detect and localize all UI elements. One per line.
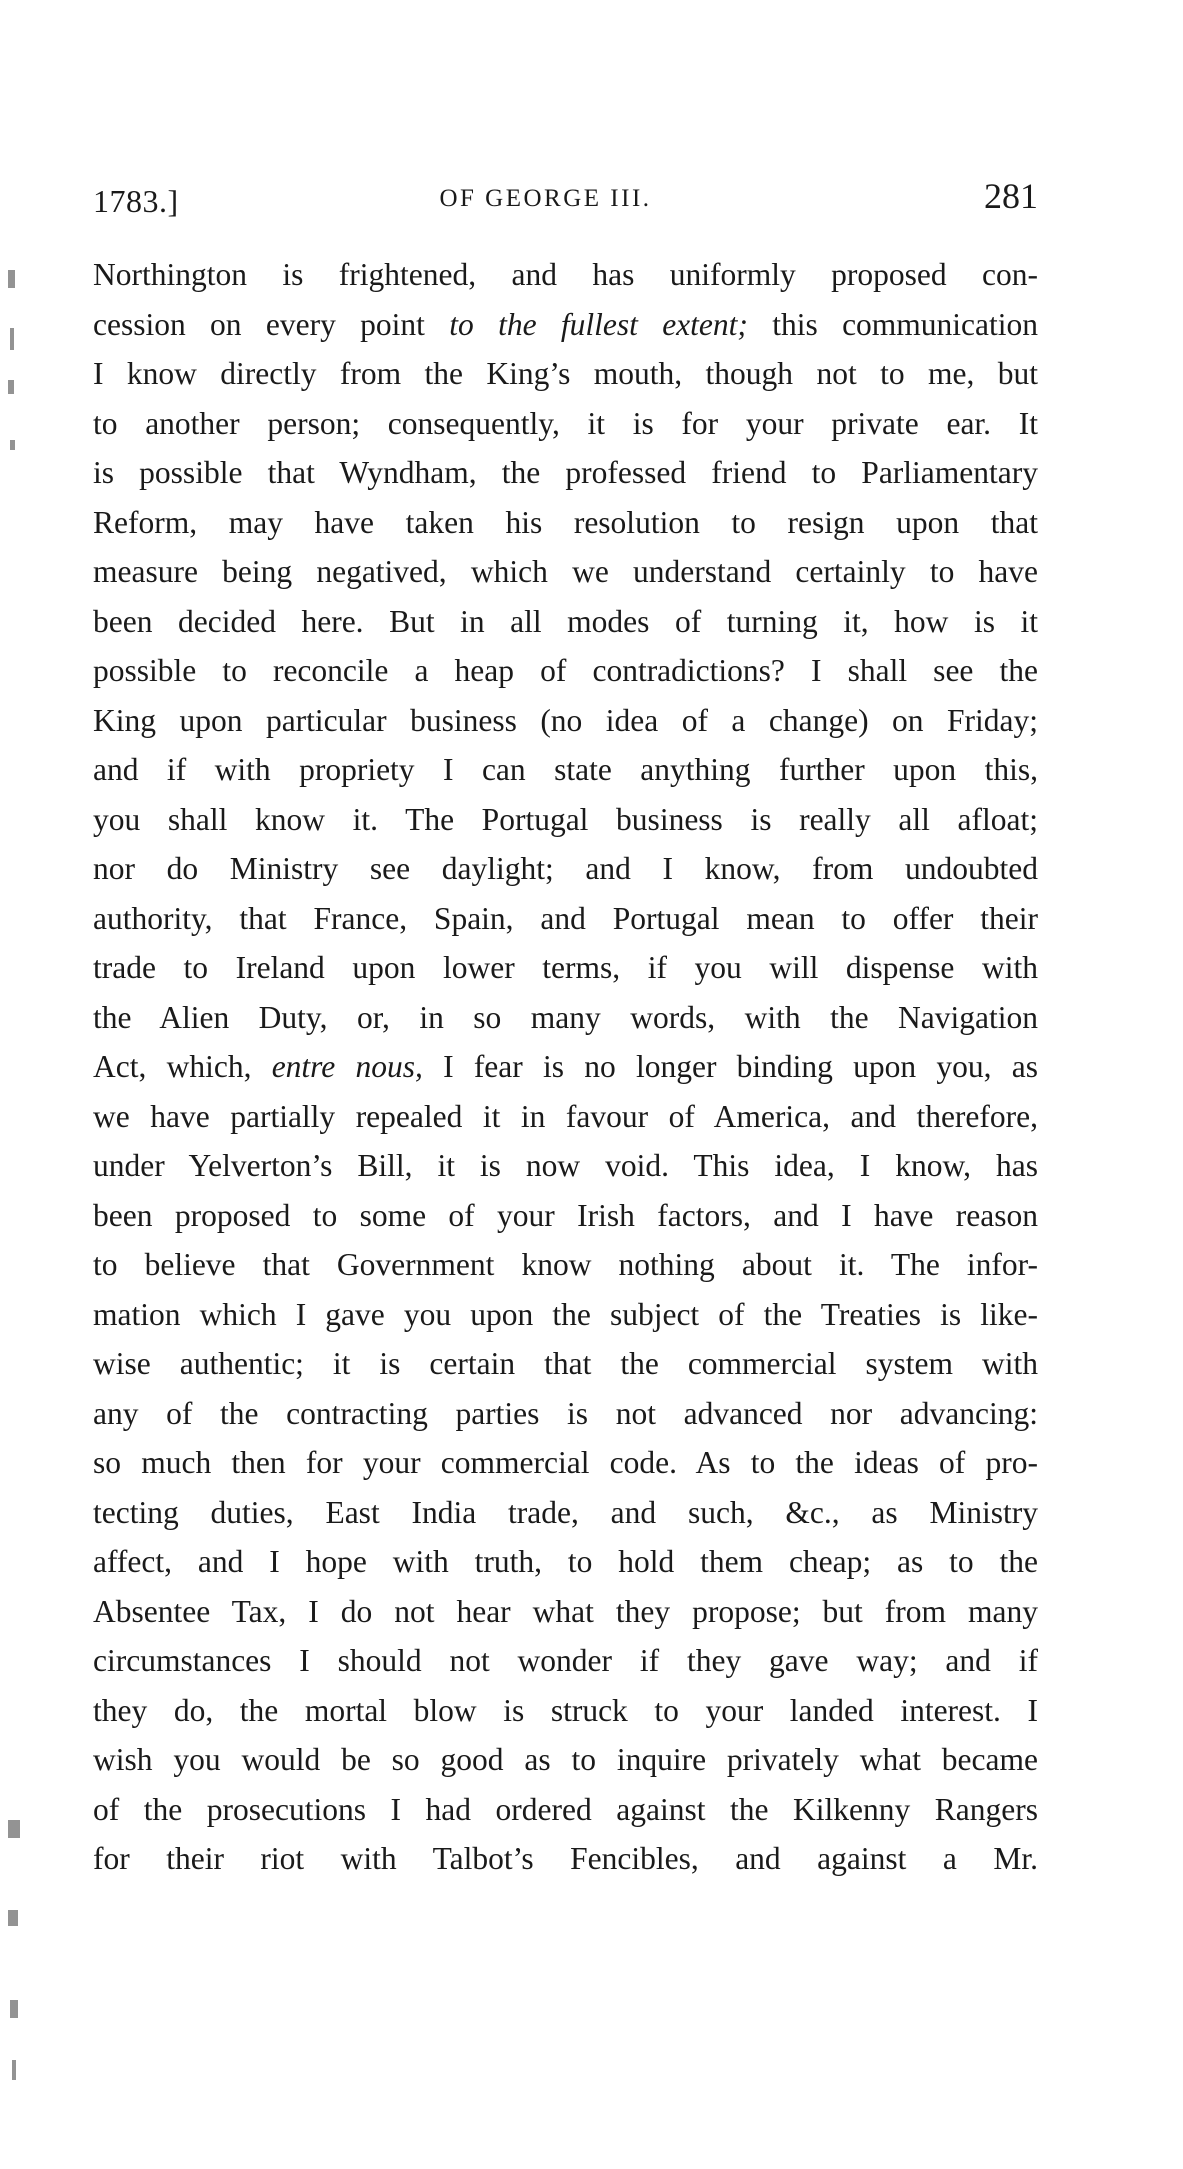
text-line: you shall know it. The Portugal business is really all afloat;	[93, 801, 1038, 837]
text-line: wish you would be so good as to inquire privately what became	[93, 1742, 1038, 1777]
gutter-mark	[8, 380, 14, 394]
text-line: King upon particular business (no idea of a change) on Friday;	[93, 702, 1038, 738]
text-line: Reform, may have taken his resolution to resign upon that	[93, 504, 1038, 540]
text-line: they do, the mortal blow is struck to your landed interest. I	[93, 1692, 1038, 1728]
text-line: under Yelverton’s Bill, it is now void. This idea, I know, has	[93, 1148, 1038, 1183]
text-line: circumstances I should not wonder if they gave way; and if	[93, 1643, 1038, 1678]
gutter-mark	[8, 1910, 18, 1926]
header-year: 1783.]	[93, 183, 179, 219]
text-line: measure being negatived, which we understand certainly to have	[93, 554, 1038, 589]
text-line: authority, that France, Spain, and Portugal mean to offer their	[93, 900, 1038, 936]
text-line: the Alien Duty, or, in so many words, with the Navigation	[93, 999, 1038, 1035]
text-line: of the prosecutions I had ordered against the Kilkenny Rangers	[93, 1791, 1038, 1827]
text-line: to believe that Government know nothing about it. The infor-	[93, 1247, 1038, 1282]
text-line: trade to Ireland upon lower terms, if you will dispense with	[93, 950, 1038, 985]
italic-phrase: to the fullest extent;	[449, 306, 748, 342]
text-line: been proposed to some of your Irish factors, and I have reason	[93, 1197, 1038, 1233]
body-text	[93, 250, 1038, 1884]
text-line: affect, and I hope with truth, to hold them cheap; as to the	[93, 1544, 1038, 1579]
text-line: is possible that Wyndham, the professed friend to Parliamentary	[93, 455, 1038, 490]
gutter-mark	[8, 1820, 20, 1838]
text-line: any of the contracting parties is not advanced nor advancing:	[93, 1395, 1038, 1431]
text-line: and if with propriety I can state anything further upon this,	[93, 752, 1038, 787]
text-line: nor do Ministry see daylight; and I know, from undoubted	[93, 851, 1038, 886]
text-line: so much then for your commercial code. As to the ideas of pro-	[93, 1445, 1038, 1480]
text-line: I know directly from the King’s mouth, though not to me, but	[93, 356, 1038, 391]
text-line: Absentee Tax, I do not hear what they propose; but from many	[93, 1593, 1038, 1629]
text-line: mation which I gave you upon the subject of the Treaties is like-	[93, 1296, 1038, 1332]
text-line: cession on every point to the fullest extent; this communication	[93, 306, 1039, 342]
text-line: Northington is frightened, and has uniformly proposed con-	[93, 257, 1038, 292]
text-line: possible to reconcile a heap of contradictions? I shall see the	[93, 653, 1038, 688]
header-title: OF GEORGE III.	[439, 185, 652, 212]
running-header	[93, 175, 1038, 225]
gutter-mark	[12, 2060, 16, 2080]
text-line: to another person; consequently, it is for your private ear. It	[93, 405, 1038, 441]
italic-phrase: entre nous,	[271, 1049, 423, 1084]
gutter-bleed-marks	[0, 260, 60, 1960]
gutter-mark	[10, 2000, 18, 2018]
text-line: we have partially repealed it in favour of America, and therefore,	[93, 1098, 1038, 1134]
text-line: for their riot with Talbot’s Fencibles, and against a Mr.	[93, 1841, 1038, 1876]
page-number: 281	[984, 176, 1038, 216]
text-line: Act, which, entre nous, I fear is no longer binding upon you, as	[93, 1049, 1038, 1084]
text-line: wise authentic; it is certain that the commercial system with	[93, 1346, 1038, 1381]
gutter-mark	[10, 440, 15, 450]
text-line: tecting duties, East India trade, and such, &c., as Ministry	[93, 1494, 1038, 1530]
text-line: been decided here. But in all modes of turning it, how is it	[93, 603, 1038, 639]
gutter-mark	[10, 328, 14, 350]
gutter-mark	[8, 270, 15, 288]
